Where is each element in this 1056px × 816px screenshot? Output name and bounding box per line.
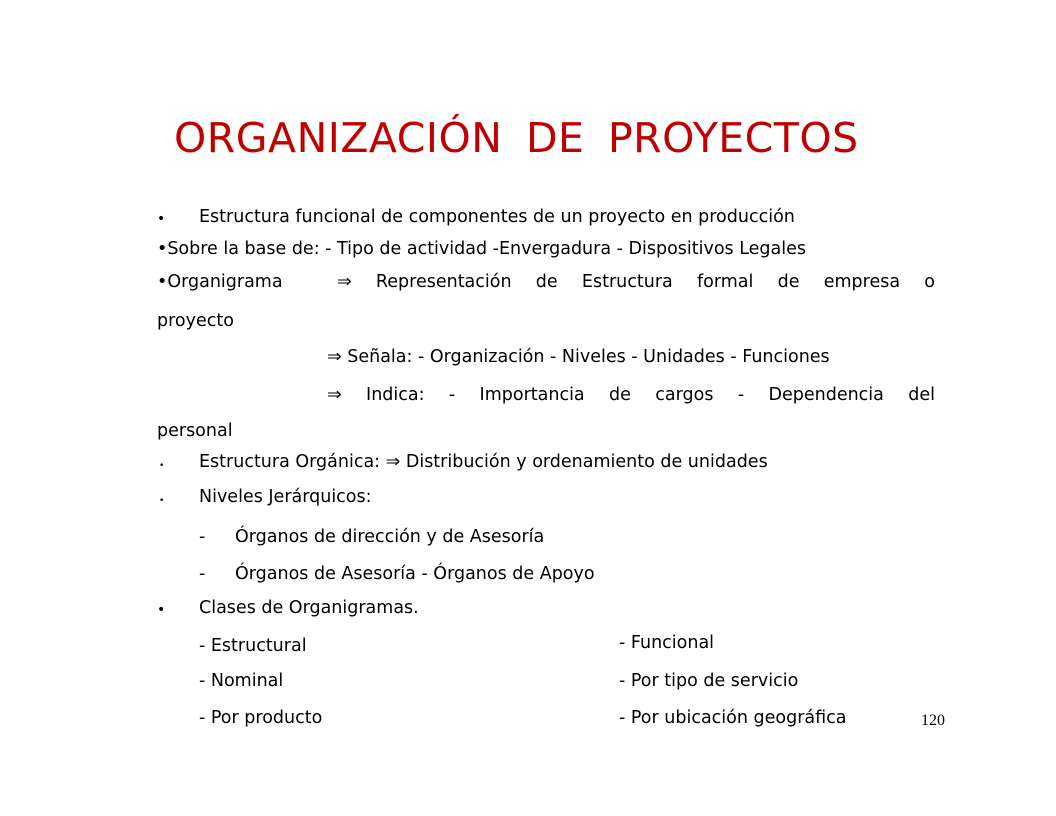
text-organigrama-definition: ⇒ Representación de Estructura formal de empresa o [337,272,935,292]
text-estructura-organica: Estructura Orgánica: ⇒ Distribución y ordenamiento de unidades [199,452,768,472]
text-clases-organigramas: Clases de Organigramas. [199,598,419,618]
slide-title: ORGANIZACIÓN DE PROYECTOS [174,114,859,162]
text-organigrama-label: •Organigrama [157,272,283,292]
organigram-type-item: - Por producto [199,708,323,728]
page-number: 120 [921,712,945,729]
text-organos-asesoria: Órganos de Asesoría - Órganos de Apoyo [235,564,595,584]
text-organigrama-continuation: proyecto [157,311,234,331]
organigram-type-item: - Estructural [199,636,307,656]
bullet: • [157,211,166,227]
text-structure-functional: Estructura funcional de componentes de un proyecto en producción [199,207,795,227]
text-indica-continuation: personal [157,421,233,441]
bullet: • [157,602,166,618]
text-indica: ⇒ Indica: - Importancia de cargos - Dependencia del [327,385,935,405]
dash: - [199,527,206,547]
text-organos-direccion: Órganos de dirección y de Asesoría [235,527,545,547]
text-senala: ⇒ Señala: - Organización - Niveles - Unidades - Funciones [327,347,830,367]
text-base: •Sobre la base de: - Tipo de actividad -Envergadura - Dispositivos Legales [157,239,807,259]
organigram-type-item: - Nominal [199,671,284,691]
text-niveles-jerarquicos: Niveles Jerárquicos: [199,487,372,507]
bullet: • [159,496,165,506]
organigram-type-item: - Por tipo de servicio [619,671,799,691]
dash: - [199,564,206,584]
bullet: • [159,461,165,471]
organigram-type-item: - Funcional [619,633,715,653]
organigram-type-item: - Por ubicación geográfica [619,708,847,728]
